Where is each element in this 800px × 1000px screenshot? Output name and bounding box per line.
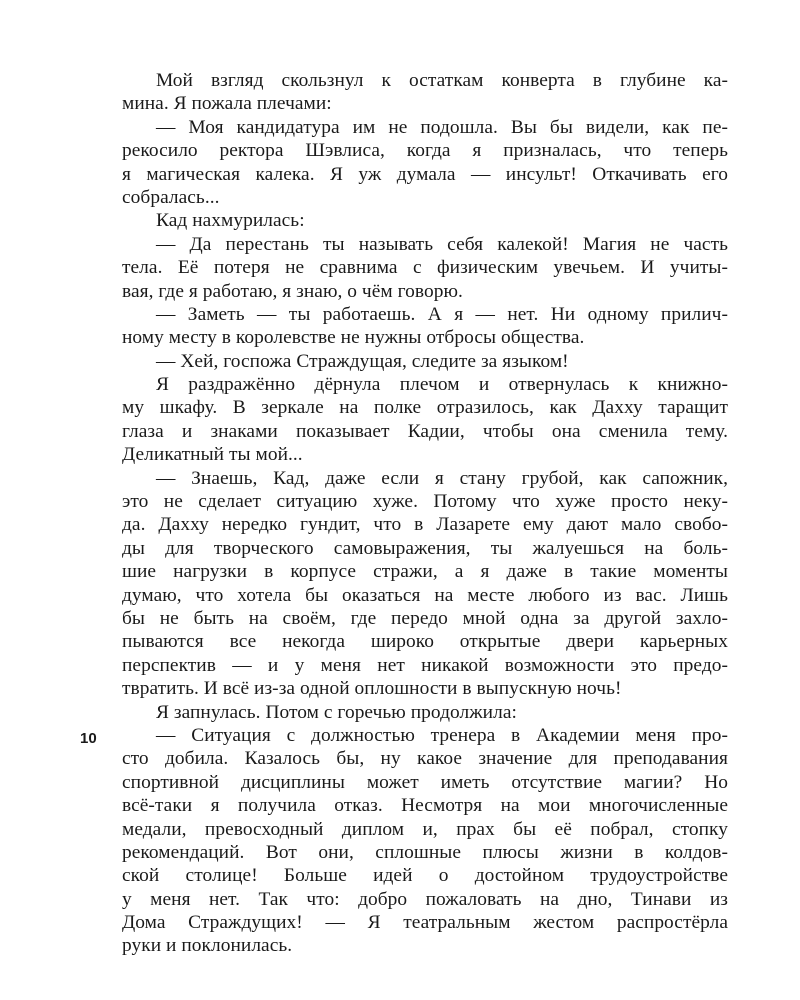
text-line: Кад нахмурилась: (156, 210, 305, 232)
text-line: — Моя кандидатура им не подошла. Вы бы видели, как пе- (156, 116, 728, 138)
text-line: рекосило ректора Шэвлиса, когда я призналась, что теперь (122, 140, 728, 162)
text-line: твратить. И всё из-за одной оплошности в выпускную ночь! (122, 678, 622, 700)
text-line: Деликатный ты мой... (122, 444, 303, 466)
text-line: пываются все некогда широко открытые двери карьерных (122, 631, 728, 653)
text-line: Мой взгляд скользнул к остаткам конверта в глубине ка- (156, 70, 728, 91)
text-line: шие нагрузки в корпусе стражи, а я даже в такие моменты (122, 561, 728, 583)
text-line: тела. Её потеря не сравнима с физическим увечьем. И учиты- (122, 257, 728, 279)
text-line: Дома Страждущих! — Я театральным жестом распростёрла (122, 912, 728, 934)
text-line: у меня нет. Так что: добро пожаловать на дно, Тинави из (122, 888, 728, 910)
text-line: — Хей, госпожа Страждущая, следите за языком! (156, 350, 569, 372)
text-line: бы не быть на своём, где передо мной одна за другой захло- (122, 607, 728, 629)
text-line: Я запнулась. Потом с горечью продолжила: (156, 701, 517, 723)
text-line: перспектив — и у меня нет никакой возможности это предо- (122, 654, 728, 676)
text-line: — Ситуация с должностью тренера в Академии меня про- (156, 724, 728, 746)
text-line: руки и поклонилась. (122, 935, 293, 957)
text-line: собралась... (122, 186, 220, 208)
text-line: глаза и знаками показывает Кадии, чтобы она сменила тему. (122, 420, 728, 442)
text-line: ному месту в королевстве не нужны отбросы общества. (122, 327, 585, 349)
text-line: сто добила. Казалось бы, ну какое значение для преподавания (122, 748, 728, 770)
text-line: вая, где я работаю, я знаю, о чём говорю. (122, 280, 463, 302)
text-line: я магическая калека. Я уж думала — инсульт! Откачивать его (122, 163, 728, 185)
text-line: му шкафу. В зеркале на полке отразилось, как Дахху таращит (122, 397, 728, 419)
text-line: это не сделает ситуацию хуже. Потому что хуже просто неку- (122, 491, 728, 513)
page-number: 10 (80, 730, 97, 747)
text-line: Я раздражённо дёрнула плечом и отвернулась к книжно- (156, 374, 728, 396)
text-line: спортивной дисциплины может иметь отсутствие магии? Но (122, 771, 728, 793)
text-line: всё-таки я получила отказ. Несмотря на мои многочисленные (122, 795, 728, 817)
text-line: медали, превосходный диплом и, прах бы её побрал, стопку (122, 818, 728, 840)
text-line: — Да перестань ты называть себя калекой! Магия не часть (156, 233, 728, 255)
text-line: — Знаешь, Кад, даже если я стану грубой, как сапожник, (156, 467, 728, 489)
text-line: — Заметь — ты работаешь. А я — нет. Ни одному прилич- (156, 303, 728, 325)
text-line: ской столице! Больше идей о достойном трудоустройстве (122, 865, 728, 887)
text-line: да. Дахху нередко гундит, что в Лазарете ему дают мало свобо- (122, 514, 728, 536)
text-line: рекомендаций. Вот они, сплошные плюсы жизни в колдов- (122, 841, 728, 863)
text-line: мина. Я пожала плечами: (122, 93, 332, 115)
body-text (122, 69, 728, 958)
text-line: ды для творческого самовыражения, ты жалуешься на боль- (122, 537, 728, 559)
text-line: думаю, что хотела бы оказаться на месте любого из вас. Лишь (122, 584, 728, 606)
